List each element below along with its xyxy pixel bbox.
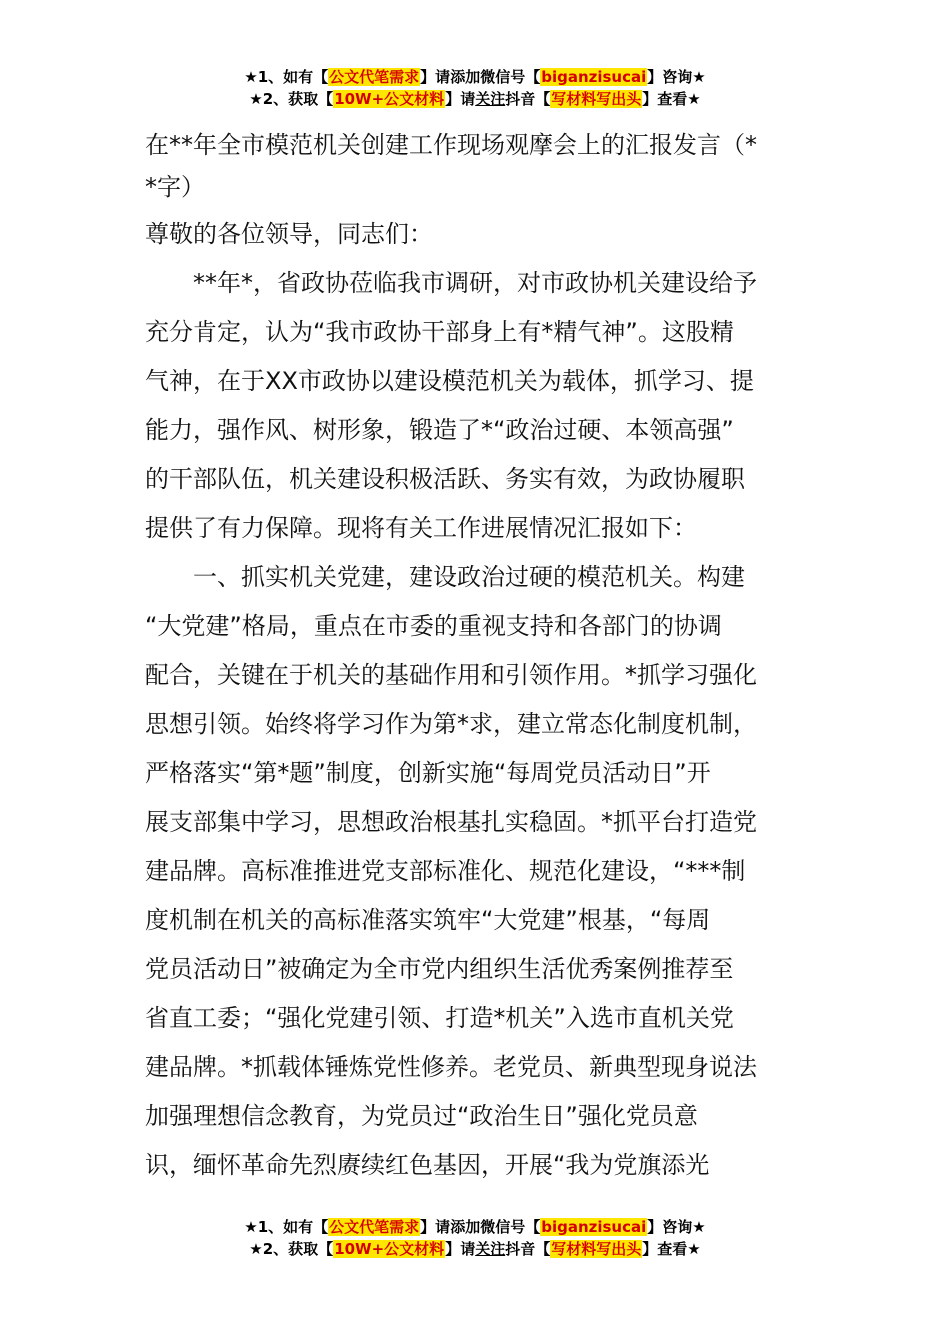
promo-line-1 xyxy=(0,66,950,88)
promo-text: 抖音【 xyxy=(505,1240,551,1258)
promo-highlight: 公文代笔需求 xyxy=(329,68,420,86)
promo-highlight: 公文代笔需求 xyxy=(329,1218,420,1236)
text-line: 省直工委；“强化党建引领、打造*机关”入选市直机关党 xyxy=(145,1004,734,1032)
paragraph-2 xyxy=(145,553,810,1190)
document-body xyxy=(145,124,810,1190)
promo-banner-top xyxy=(0,66,950,110)
promo-text: 】咨询★ xyxy=(647,68,706,86)
text-line: **年*，省政协莅临我市调研，对市政协机关建设给予 xyxy=(193,269,757,297)
title-line: *字） xyxy=(145,173,205,201)
promo-text: ★1、如有【 xyxy=(244,68,329,86)
text-line: 配合，关键在于机关的基础作用和引领作用。*抓学习强化 xyxy=(145,661,757,689)
salutation: 尊敬的各位领导，同志们： xyxy=(145,220,433,248)
text-line: 识，缅怀革命先烈赓续红色基因，开展“我为党旗添光 xyxy=(145,1151,710,1179)
promo-text: 】咨询★ xyxy=(647,1218,706,1236)
text-line: “大党建”格局，重点在市委的重视支持和各部门的协调 xyxy=(145,612,722,640)
text-line: 充分肯定，认为“我市政协干部身上有*精气神”。这股精 xyxy=(145,318,734,346)
text-line: 建品牌。高标准推进党支部标准化、规范化建设，“***制 xyxy=(145,857,746,885)
promo-line-1 xyxy=(0,1216,950,1238)
text-line: 气神，在于XX市政协以建设模范机关为载体，抓学习、提 xyxy=(145,367,754,395)
text-line: 严格落实“第*题”制度，创新实施“每周党员活动日”开 xyxy=(145,759,711,787)
text-line: 的干部队伍，机关建设积极活跃、务实有效，为政协履职 xyxy=(145,465,745,493)
promo-text: 】请 xyxy=(445,90,476,108)
promo-text: 微信号【 xyxy=(480,68,541,86)
paragraph-1 xyxy=(145,259,810,553)
text-line: 能力，强作风、树形象，锻造了*“政治过硬、本领高强” xyxy=(145,416,734,444)
text-line: 加强理想信念教育，为党员过“政治生日”强化党员意 xyxy=(145,1102,698,1130)
promo-text: 】请 xyxy=(420,68,451,86)
douyin-account-highlight: 写材料写出头 xyxy=(551,1240,642,1258)
wechat-id-highlight: biganzisucai xyxy=(541,1218,647,1236)
promo-text: 】请 xyxy=(445,1240,476,1258)
promo-line-2 xyxy=(0,88,950,110)
text-line: 度机制在机关的高标准落实筑牢“大党建”根基，“每周 xyxy=(145,906,711,934)
promo-emphasis: 关注 xyxy=(475,1240,506,1258)
promo-text: ★1、如有【 xyxy=(244,1218,329,1236)
text-line: 一、抓实机关党建，建设政治过硬的模范机关。构建 xyxy=(193,563,745,591)
text-line: 提供了有力保障。现将有关工作进展情况汇报如下： xyxy=(145,514,697,542)
title-line: 在**年全市模范机关创建工作现场观摩会上的汇报发言（* xyxy=(145,131,757,159)
wechat-id-highlight: biganzisucai xyxy=(541,68,647,86)
promo-highlight: 10W+公文材料 xyxy=(334,1240,445,1258)
promo-emphasis: 添加 xyxy=(450,1218,481,1236)
promo-text: ★2、获取【 xyxy=(249,1240,334,1258)
promo-highlight: 10W+公文材料 xyxy=(334,90,445,108)
promo-text: ★2、获取【 xyxy=(249,90,334,108)
promo-text: 】请 xyxy=(420,1218,451,1236)
text-line: 展支部集中学习，思想政治根基扎实稳固。*抓平台打造党 xyxy=(145,808,757,836)
promo-text: 】查看★ xyxy=(642,1240,701,1258)
promo-emphasis: 关注 xyxy=(475,90,506,108)
promo-text: 微信号【 xyxy=(480,1218,541,1236)
promo-line-2 xyxy=(0,1238,950,1260)
text-line: 党员活动日”被确定为全市党内组织生活优秀案例推荐至 xyxy=(145,955,734,983)
promo-emphasis: 添加 xyxy=(450,68,481,86)
promo-text: 】查看★ xyxy=(642,90,701,108)
text-line: 建品牌。*抓载体锤炼党性修养。老党员、新典型现身说法 xyxy=(145,1053,757,1081)
promo-text: 抖音【 xyxy=(505,90,551,108)
document-title xyxy=(145,124,810,208)
promo-banner-bottom xyxy=(0,1216,950,1260)
douyin-account-highlight: 写材料写出头 xyxy=(551,90,642,108)
text-line: 思想引领。始终将学习作为第*求，建立常态化制度机制， xyxy=(145,710,757,738)
